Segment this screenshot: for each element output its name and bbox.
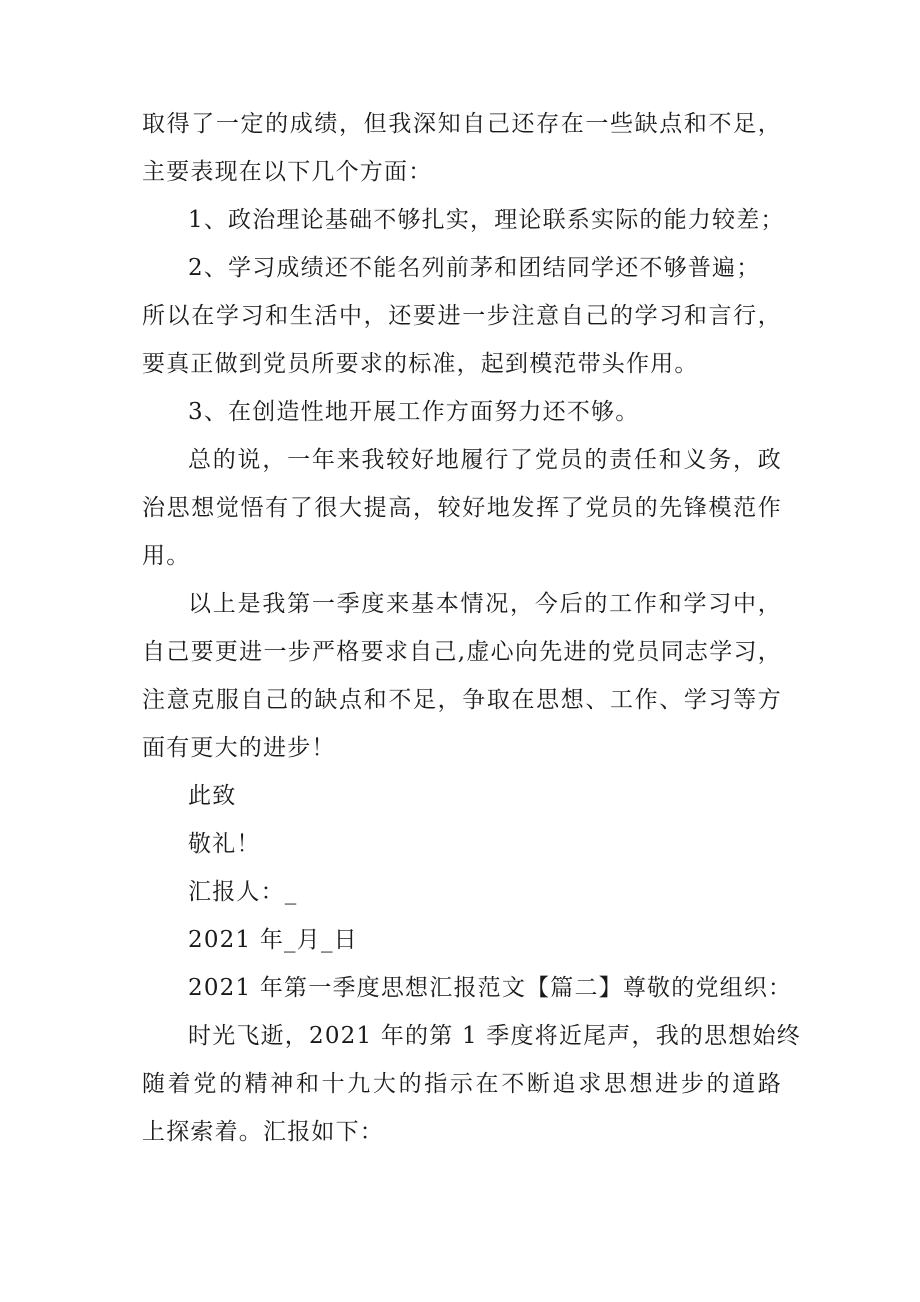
section-heading: 2021 年第一季度思想汇报范文【篇二】尊敬的党组织： [188, 975, 793, 1001]
text-line: 治思想觉悟有了很大提高，较好地发挥了党员的先锋模范作 [142, 495, 782, 521]
closing-salutation: 敬礼！ [188, 831, 261, 857]
text-line: 主要表现在以下几个方面： [142, 159, 433, 185]
text-line: 时光飞逝，2021 年的第 1 季度将近尾声，我的思想始终 [188, 1023, 801, 1049]
text-line: 以上是我第一季度来基本情况，今后的工作和学习中， [188, 591, 782, 617]
text-line: 随着党的精神和十九大的指示在不断追求思想进步的道路 [142, 1071, 782, 1097]
list-item: 3、在创造性地开展工作方面努力还不够。 [188, 399, 640, 425]
text-line: 用。 [142, 543, 191, 569]
text-line: 总的说，一年来我较好地履行了党员的责任和义务，政 [188, 447, 782, 473]
text-line: 所以在学习和生活中，还要进一步注意自己的学习和言行， [142, 303, 782, 329]
text-line: 取得了一定的成绩，但我深知自己还存在一些缺点和不足， [142, 111, 782, 137]
closing-salutation: 此致 [188, 783, 237, 809]
document-body [142, 100, 801, 1156]
text-line: 上探索着。汇报如下： [142, 1119, 384, 1145]
text-line: 要真正做到党员所要求的标准，起到模范带头作用。 [142, 351, 699, 377]
text-line: 面有更大的进步！ [142, 735, 336, 761]
text-line: 注意克服自己的缺点和不足，争取在思想、工作、学习等方 [142, 687, 782, 713]
text-line: 自己要更进一步严格要求自己,虚心向先进的党员同志学习， [142, 639, 782, 665]
list-item: 2、学习成绩还不能名列前茅和团结同学还不够普遍； [188, 255, 761, 281]
report-date: 2021 年_月_日 [188, 927, 358, 953]
reporter-signature: 汇报人：_ [188, 879, 298, 905]
list-item: 1、政治理论基础不够扎实，理论联系实际的能力较差； [188, 207, 785, 233]
